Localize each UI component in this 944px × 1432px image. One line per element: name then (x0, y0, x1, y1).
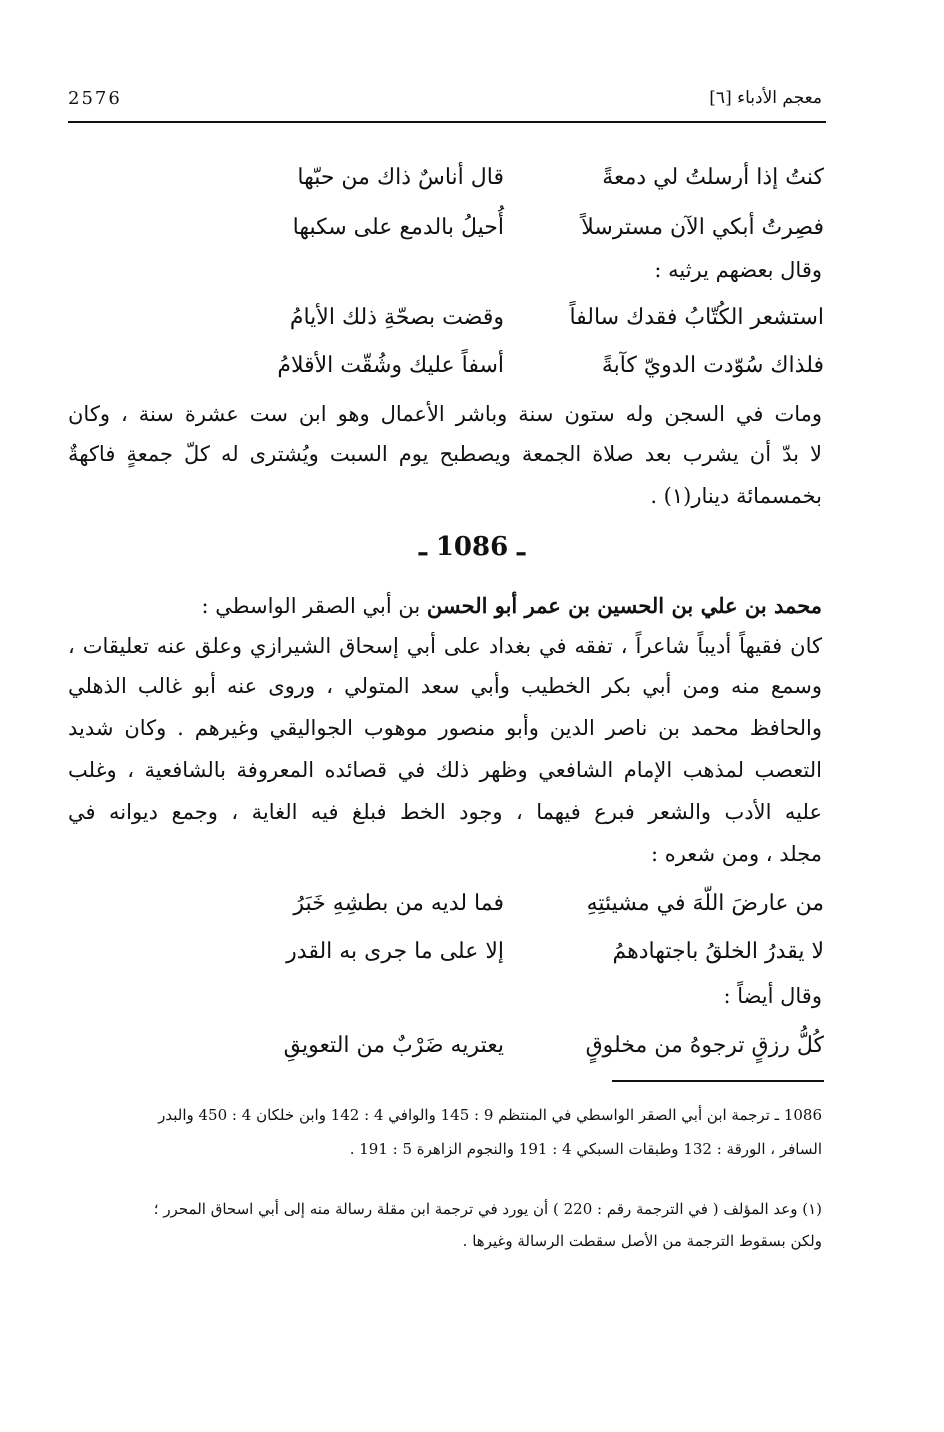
entry-name-rest: بن أبي الصقر الواسطي : (201, 594, 427, 618)
verse-line (124, 932, 824, 972)
footnote-line: (١) وعد المؤلف ( في الترجمة رقم : 220 ) أن يورد في ترجمة ابن مقلة رسالة منه إلى أبي اسحاق المحرر ؛ (153, 1200, 822, 1218)
verse-first-hemistich: فصِرتُ أبكي الآن مسترسلاً (581, 215, 824, 240)
verse-line (124, 884, 824, 924)
verse-second-hemistich: أُحيلُ بالدمع على سكبها (292, 215, 504, 240)
verse-first-hemistich: كُلُّ رزقٍ ترجوهُ من مخلوقٍ (585, 1033, 824, 1058)
verse-second-hemistich: أسفاً عليك وشُقّت الأقلامُ (277, 353, 504, 378)
verse-line (124, 298, 824, 338)
verse-line (124, 1026, 824, 1066)
verse-first-hemistich: استشعر الكُتّابُ فقدك سالفاً (569, 305, 824, 330)
header-rule (68, 121, 826, 123)
verse-line (124, 158, 824, 198)
entry-line: وسمع منه ومن أبي بكر الخطيب وأبي سعد المتولي ، وروى عنه أبو غالب الذهلي (68, 674, 822, 698)
footnote-line: ولكن بسقوط الترجمة من الأصل سقطت الرسالة وغيرها . (462, 1232, 822, 1250)
verse-second-hemistich: إلا على ما جرى به القدر (286, 939, 504, 964)
entry-line: مجلد ، ومن شعره : (650, 842, 822, 866)
verse-second-hemistich: فما لديه من بطشِهِ خَبَرُ (293, 891, 504, 916)
verse-first-hemistich: كنتُ إذا أرسلتُ لي دمعةً (602, 165, 824, 190)
entry-name-bold: محمد بن علي بن الحسين بن عمر أبو الحسن (426, 593, 822, 618)
page-number: 2576 (68, 88, 122, 109)
verse-second-hemistich: وقضت بصحّةِ ذلك الأيامُ (289, 305, 504, 330)
verse-second-hemistich: قال أناسٌ ذاك من حبّها (297, 165, 504, 190)
also-intro: وقال أيضاً : (723, 984, 822, 1008)
footnote-line: السافر ، الورقة : 132 وطبقات السبكي 4 : 191 والنجوم الزاهرة 5 : 191 . (349, 1140, 822, 1158)
entry-line: عليه الأدب والشعر فبرع فيهما ، وجود الخط فبلغ فيه الغاية ، وجمع ديوانه في (68, 800, 822, 824)
paragraph-line: لا بدّ أن يشرب بعد صلاة الجمعة ويصطبح يوم السبت ويُشترى له كلّ جمعةٍ فاكهةٌ (68, 442, 822, 466)
entry-number: ـ 1086 ـ (419, 532, 525, 562)
paragraph-line: بخمسمائة دينار(١) . (650, 484, 822, 508)
entry-line: كان فقيهاً أديباً شاعراً ، تفقه في بغداد على أبي إسحاق الشيرازي وعلق عنه تعليقات ، (68, 634, 822, 658)
footnote-line: 1086 ـ ترجمة ابن أبي الصقر الواسطي في المنتظم 9 : 145 والوافي 4 : 142 وابن خلكان 4 : 450 والبدر (158, 1106, 822, 1124)
entry-heading (68, 588, 822, 624)
paragraph-line: ومات في السجن وله ستون سنة وباشر الأعمال وهو ابن ست عشرة سنة ، وكان (68, 402, 822, 426)
entry-line: والحافظ محمد بن ناصر الدين وأبو منصور موهوب الجواليقي وغيرهم . وكان شديد (68, 716, 822, 740)
verse-line (124, 208, 824, 248)
verse-second-hemistich: يعتريه ضَرْبٌ من التعويقِ (283, 1033, 504, 1058)
running-header-title: معجم الأدباء [٦] (709, 88, 822, 108)
verse-first-hemistich: فلذاك سُوّدت الدويّ كآبةً (601, 353, 824, 378)
footnote-rule (612, 1080, 824, 1082)
entry-line: التعصب لمذهب الإمام الشافعي وظهر ذلك في قصائده المعروفة بالشافعية ، وغلب (68, 758, 822, 782)
elegy-intro: وقال بعضهم يرثيه : (654, 258, 822, 282)
verse-line (124, 346, 824, 386)
verse-first-hemistich: لا يقدرُ الخلقُ باجتهادهمُ (612, 939, 824, 964)
verse-first-hemistich: من عارضَ اللّهَ في مشيئتِهِ (586, 891, 824, 916)
